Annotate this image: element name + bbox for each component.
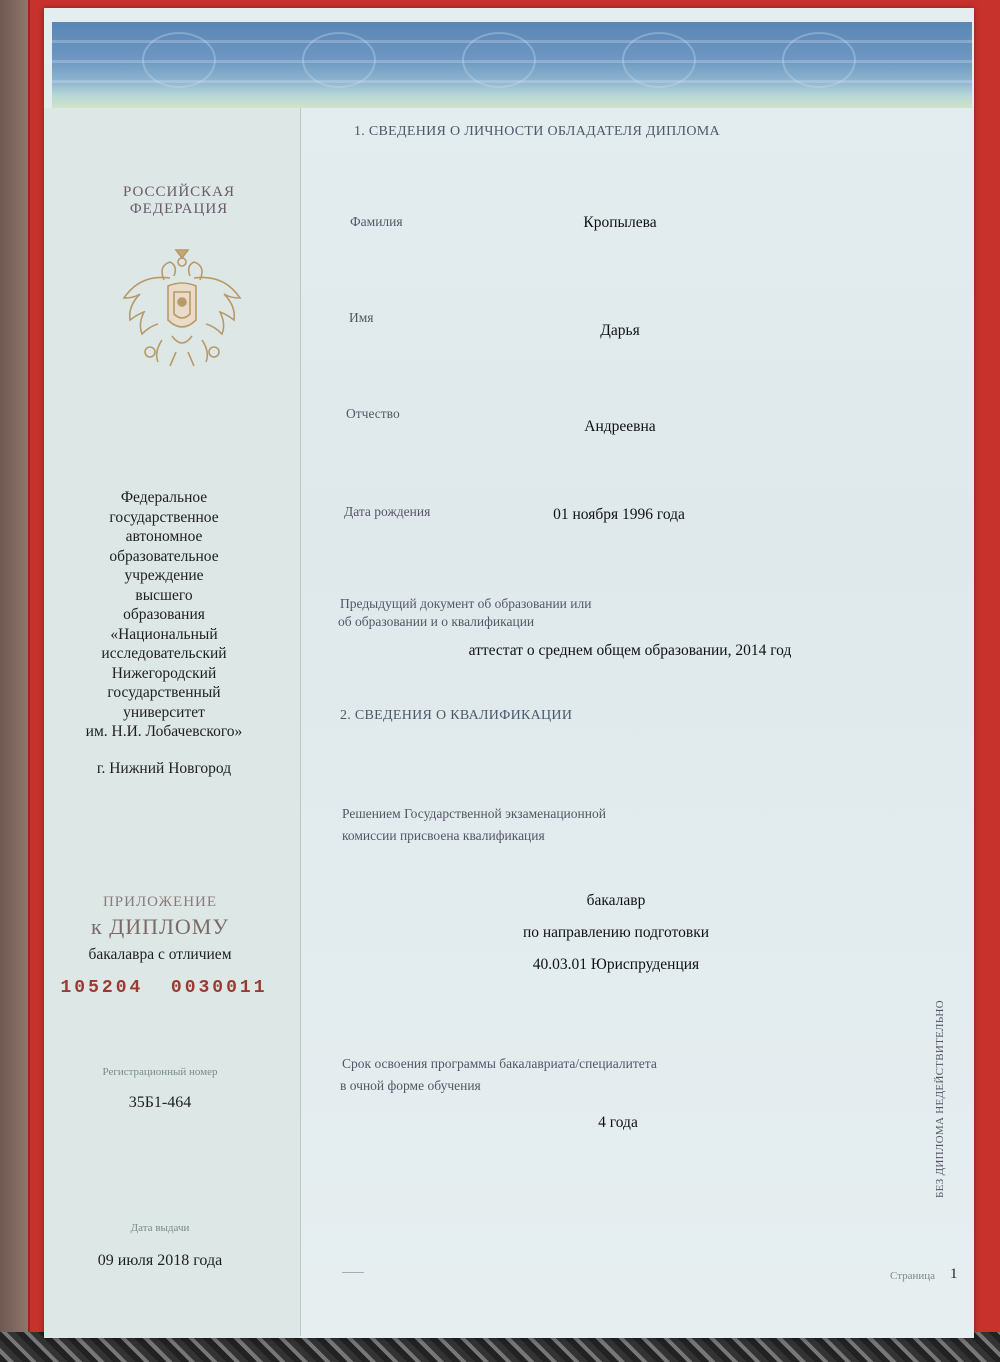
registration-number: 35Б1-464 <box>128 1094 192 1111</box>
term-label-line-1: Срок освоения программы бакалавриата/специалитета <box>342 1056 657 1071</box>
term-value: 4 года <box>598 1114 638 1131</box>
issue-date-label: Дата выдачи <box>130 1222 190 1234</box>
country-name: РОССИЙСКАЯ ФЕДЕРАЦИЯ <box>122 184 236 217</box>
page-number: 1 <box>950 1266 958 1282</box>
diploma-appendix-page <box>44 8 974 1338</box>
birth-date-value: 01 ноября 1996 года <box>553 506 685 523</box>
column-divider <box>300 108 301 1336</box>
footer-dash <box>342 1272 364 1273</box>
left-column <box>44 108 300 1338</box>
serial-number: 105204 0030011 <box>60 978 268 998</box>
decision-text-line-2: комиссии присвоена квалификация <box>342 828 545 843</box>
validity-note: БЕЗ ДИПЛОМА НЕДЕЙСТВИТЕЛЬНО <box>934 1000 946 1198</box>
patronymic-value: Андреевна <box>584 418 656 435</box>
name-label: Имя <box>349 310 374 325</box>
patronymic-label: Отчество <box>346 406 400 421</box>
section-1-title: 1. СВЕДЕНИЯ О ЛИЧНОСТИ ОБЛАДАТЕЛЯ ДИПЛОМА <box>354 124 720 139</box>
previous-document-label-line-2: об образовании и о квалификации <box>338 614 535 629</box>
surname-value: Кропылева <box>583 214 657 231</box>
institution-name: Федеральное государственное автономное образовательное учреждение высшего образования «Национальный исследовательский Нижегородский государственный университет им. Н.И. Лобачевского» <box>85 489 243 740</box>
appendix-type: бакалавра с отличием <box>88 946 232 963</box>
registration-number-label: Регистрационный номер <box>102 1066 218 1078</box>
birth-date-label: Дата рождения <box>344 504 431 519</box>
decision-text-line-1: Решением Государственной экзаменационной <box>342 806 606 821</box>
previous-document-value: аттестат о среднем общем образовании, 2014 год <box>468 642 792 659</box>
surname-label: Фамилия <box>350 214 403 229</box>
security-pattern-band <box>52 22 972 108</box>
previous-document-label-line-1: Предыдущий документ об образовании или <box>340 596 592 611</box>
direction-label: по направлению подготовки <box>522 924 710 941</box>
section-2-title: 2. СВЕДЕНИЯ О КВАЛИФИКАЦИИ <box>340 708 573 723</box>
name-value: Дарья <box>600 322 640 339</box>
page-label: Страница <box>890 1270 936 1282</box>
qualification-value: бакалавр <box>586 892 646 909</box>
appendix-title: к ДИПЛОМУ <box>91 914 229 939</box>
double-headed-eagle-emblem-icon <box>112 240 252 380</box>
appendix-label: ПРИЛОЖЕНИЕ <box>102 894 218 910</box>
city-name: г. Нижний Новгород <box>96 760 232 777</box>
direction-value: 40.03.01 Юриспруденция <box>532 956 700 973</box>
issue-date: 09 июля 2018 года <box>97 1252 223 1269</box>
term-label-line-2: в очной форме обучения <box>340 1078 481 1093</box>
